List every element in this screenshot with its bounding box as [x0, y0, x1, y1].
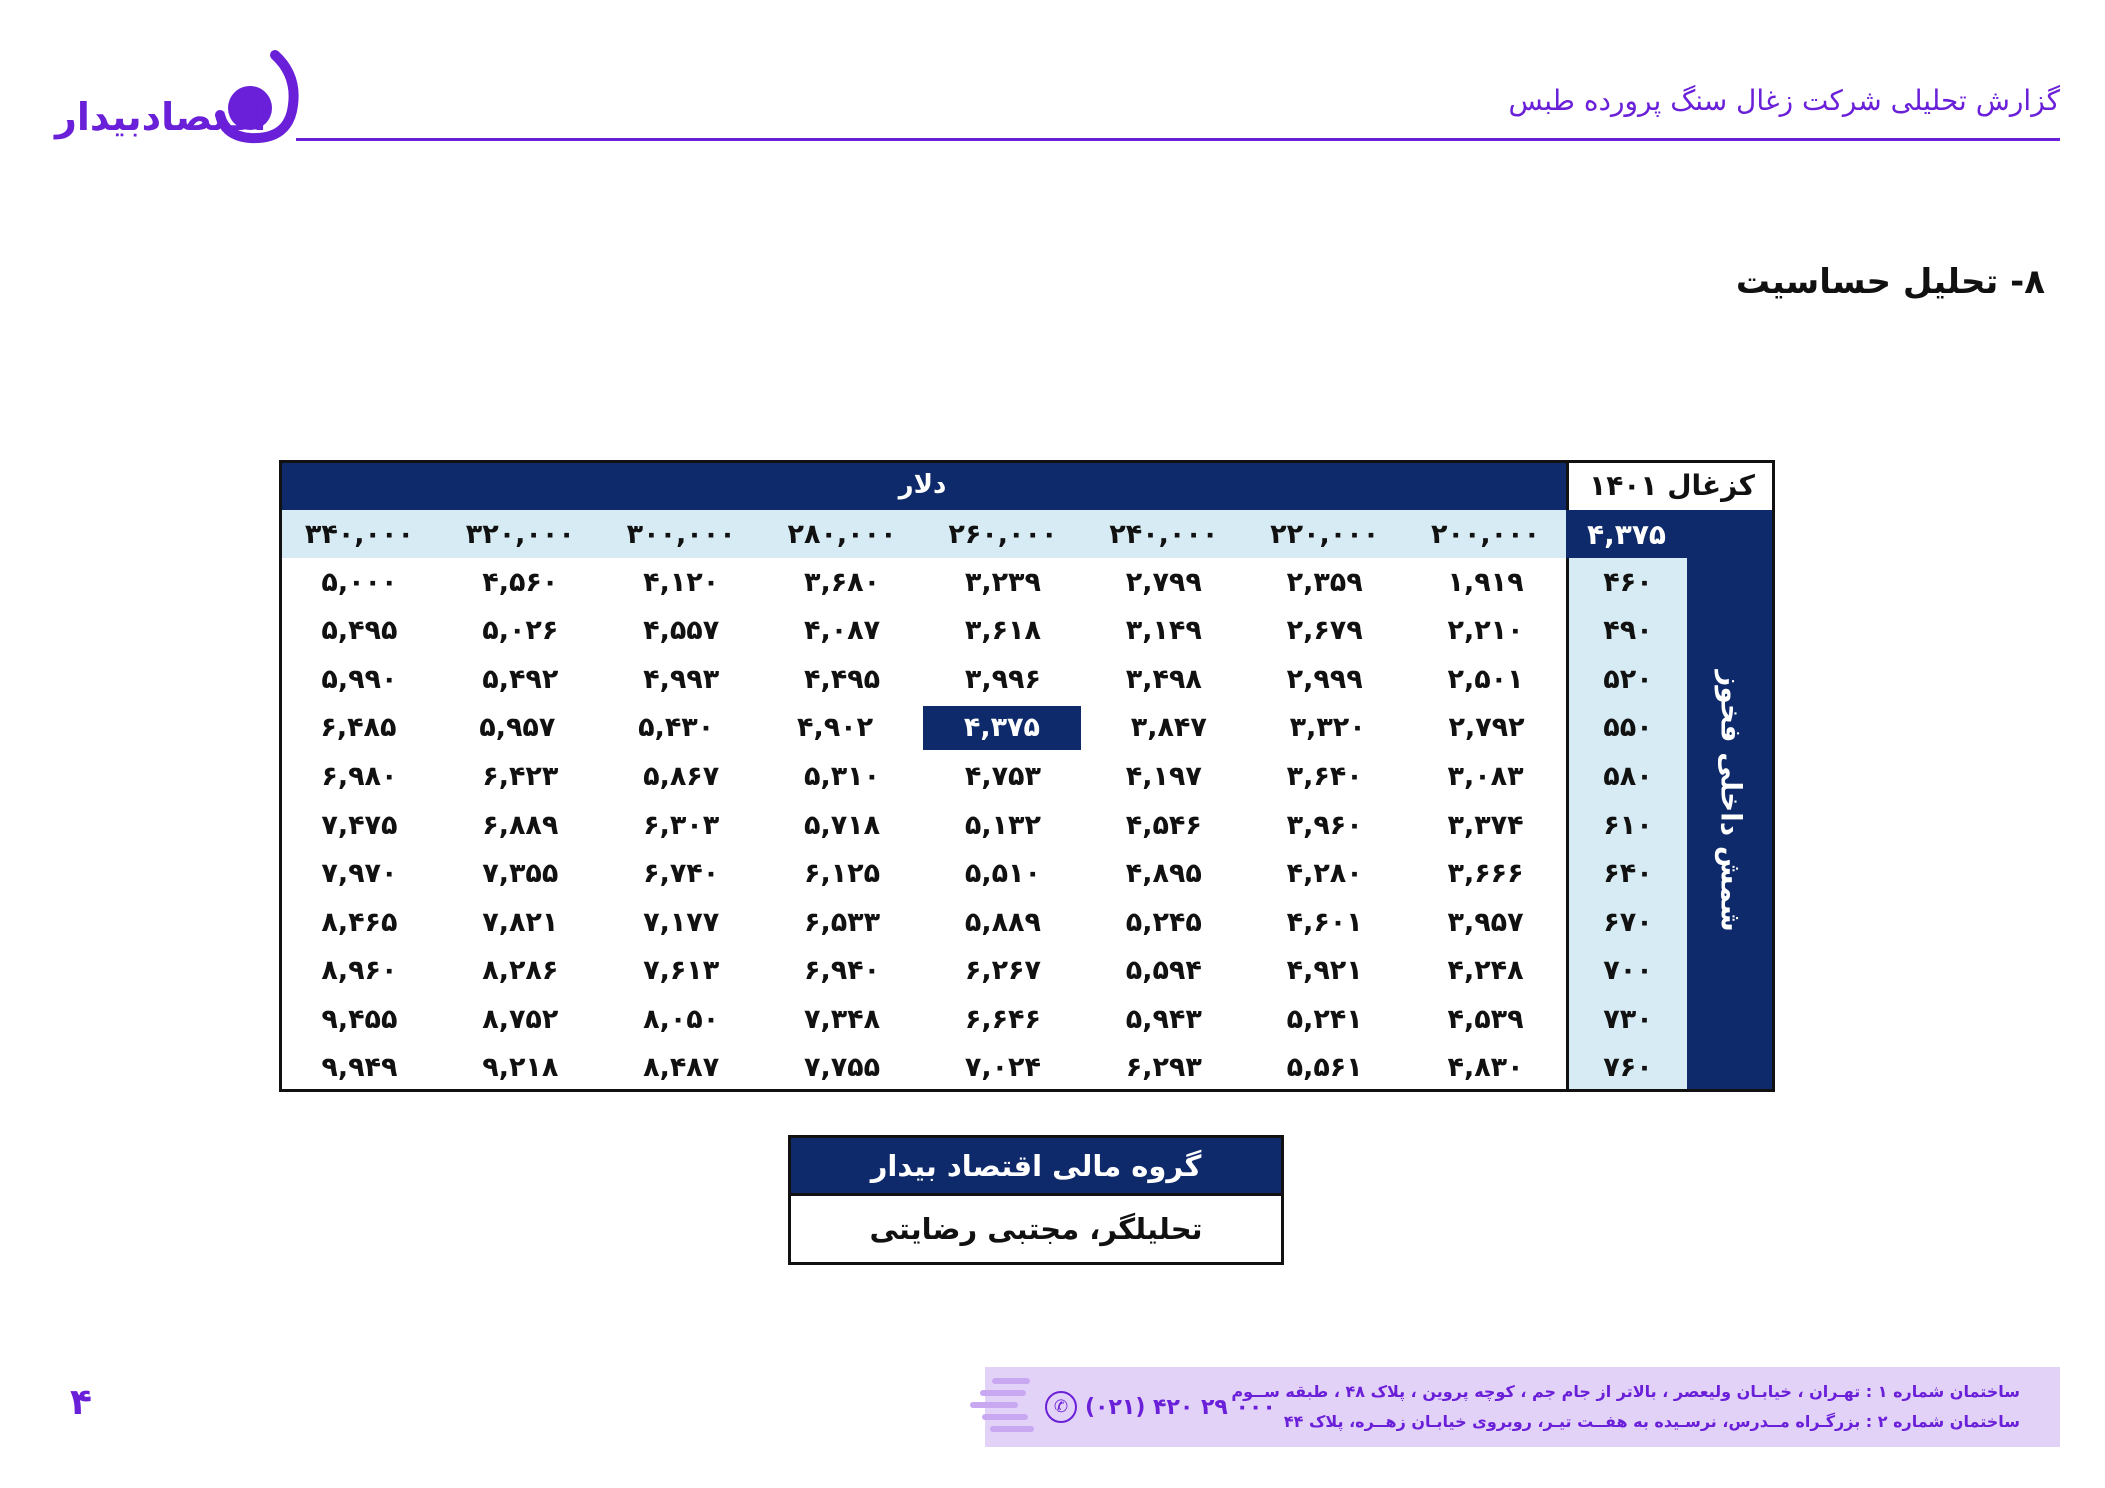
table-row	[279, 655, 1566, 704]
logo-text: اقتصادبیدار	[55, 95, 267, 139]
row-header-2: ۵۲۰	[1603, 663, 1653, 695]
row-headers	[1566, 558, 1687, 1092]
table-cell: ۸,۲۸۶	[482, 955, 559, 987]
table-cell: ۴,۵۶۰	[482, 566, 559, 598]
table-row	[279, 1043, 1566, 1092]
table-cell: ۸,۷۵۲	[482, 1003, 559, 1035]
table-cell: ۴,۸۹۵	[1125, 858, 1202, 890]
base-value: ۴,۳۷۵	[1566, 510, 1687, 558]
table-cell: ۷,۰۲۴	[964, 1052, 1042, 1084]
table-cell: ۴,۵۴۶	[1125, 809, 1202, 841]
coal-header: کزغال ۱۴۰۱	[1566, 460, 1775, 510]
dollar-price-6: ۳۲۰,۰۰۰	[465, 518, 575, 550]
base-case-cell: ۴,۳۷۵	[923, 706, 1082, 751]
table-cell: ۵,۳۱۰	[803, 760, 881, 792]
table-cell: ۳,۸۴۷	[1130, 712, 1207, 744]
table-cell: ۶,۹۴۰	[803, 955, 881, 987]
table-cell: ۶,۹۸۰	[321, 760, 398, 792]
table-cell: ۵,۹۹۰	[321, 663, 398, 695]
address-2: ساختمان شماره ۲ : بزرگـراه مــدرس، نرسـیده به هفــت تیـر، روبروی خیابـان زهــره، پلاک ۴۴	[1283, 1412, 2020, 1431]
table-cell: ۳,۶۱۸	[964, 615, 1042, 647]
table-cell: ۵,۴۹۵	[321, 615, 398, 647]
company-logo	[55, 50, 303, 145]
footer-addresses	[1231, 1377, 2020, 1437]
table-cell: ۵,۴۳۰	[638, 712, 715, 744]
table-cell: ۵,۵۱۰	[964, 858, 1042, 890]
table-cell: ۳,۱۴۹	[1125, 615, 1202, 647]
row-header-3: ۵۵۰	[1603, 712, 1653, 744]
dollar-price-0: ۲۰۰,۰۰۰	[1430, 518, 1541, 550]
table-cell: ۶,۲۹۳	[1125, 1052, 1202, 1084]
table-cell: ۵,۲۴۱	[1286, 1003, 1363, 1035]
table-cell: ۶,۸۸۹	[482, 809, 559, 841]
table-cell: ۵,۹۵۷	[479, 712, 556, 744]
row-header-5: ۶۱۰	[1603, 809, 1653, 841]
dollar-price-3: ۲۶۰,۰۰۰	[948, 518, 1058, 550]
table-cell: ۶,۴۲۳	[482, 760, 559, 792]
table-cell: ۴,۹۰۲	[796, 712, 874, 744]
table-cell: ۶,۵۳۳	[803, 906, 881, 938]
table-cell: ۴,۵۵۷	[643, 615, 720, 647]
table-cell: ۹,۹۴۹	[321, 1052, 398, 1084]
speed-lines-icon	[965, 1373, 1035, 1443]
table-row	[279, 752, 1566, 801]
table-cell: ۸,۰۵۰	[643, 1003, 720, 1035]
report-title: گزارش تحلیلی شرکت زغال سنگ پرورده طبس	[1508, 84, 2060, 117]
table-cell: ۴,۷۵۳	[964, 760, 1042, 792]
header-divider	[296, 138, 2060, 141]
credit-box	[788, 1135, 1284, 1265]
table-cell: ۷,۹۷۰	[321, 858, 398, 890]
table-cell: ۳,۶۴۰	[1286, 760, 1363, 792]
table-cell: ۲,۷۹۲	[1448, 712, 1525, 744]
table-cell: ۲,۹۹۹	[1286, 663, 1363, 695]
table-row	[279, 849, 1566, 898]
table-cell: ۷,۴۷۵	[321, 809, 398, 841]
table-cell: ۶,۲۶۷	[964, 955, 1042, 987]
table-cell: ۵,۴۹۲	[482, 663, 559, 695]
dollar-prices-row	[279, 510, 1566, 558]
table-cell: ۴,۰۸۷	[803, 615, 881, 647]
table-row	[279, 801, 1566, 850]
table-cell: ۴,۱۹۷	[1125, 760, 1202, 792]
table-cell: ۵,۲۴۵	[1125, 906, 1202, 938]
row-header-0: ۴۶۰	[1603, 566, 1653, 598]
table-cell: ۶,۶۴۶	[964, 1003, 1042, 1035]
phone-icon: ✆	[1045, 1391, 1077, 1423]
footer-bar	[985, 1367, 2060, 1447]
row-header-10: ۷۶۰	[1603, 1052, 1653, 1084]
table-cell: ۳,۶۶۶	[1447, 858, 1524, 890]
credit-group: گروه مالی اقتصاد بیدار	[791, 1138, 1281, 1196]
dollar-price-1: ۲۲۰,۰۰۰	[1270, 518, 1380, 550]
dollar-price-7: ۳۴۰,۰۰۰	[304, 518, 414, 550]
dollar-header: دلار	[279, 460, 1566, 510]
table-cell: ۳,۰۸۳	[1447, 760, 1524, 792]
table-cell: ۷,۸۲۱	[482, 906, 559, 938]
dollar-price-4: ۲۸۰,۰۰۰	[787, 518, 897, 550]
side-label: شمش داخلی فخوز	[1714, 670, 1748, 932]
table-cell: ۴,۹۲۱	[1286, 955, 1363, 987]
side-label-cell	[1687, 510, 1775, 1092]
table-cell: ۲,۷۹۹	[1125, 566, 1202, 598]
table-cell: ۳,۹۵۷	[1447, 906, 1524, 938]
table-cell: ۴,۸۳۰	[1447, 1052, 1524, 1084]
table-cell: ۳,۳۲۰	[1289, 712, 1366, 744]
value-grid	[279, 558, 1566, 1092]
table-cell: ۶,۱۲۵	[803, 858, 881, 890]
table-cell: ۴,۶۰۱	[1286, 906, 1363, 938]
table-cell: ۸,۴۶۵	[321, 906, 398, 938]
table-cell: ۱,۹۱۹	[1447, 566, 1524, 598]
table-cell: ۳,۴۹۸	[1125, 663, 1202, 695]
row-header-7: ۶۷۰	[1603, 906, 1653, 938]
table-cell: ۴,۲۸۰	[1286, 858, 1363, 890]
table-cell: ۷,۱۷۷	[643, 906, 720, 938]
table-cell: ۲,۶۷۹	[1286, 615, 1363, 647]
row-header-9: ۷۳۰	[1603, 1003, 1653, 1035]
table-cell: ۴,۵۳۹	[1447, 1003, 1524, 1035]
table-cell: ۵,۵۶۱	[1286, 1052, 1363, 1084]
table-cell: ۵,۵۹۴	[1125, 955, 1202, 987]
table-row	[279, 995, 1566, 1044]
table-cell: ۹,۴۵۵	[321, 1003, 398, 1035]
table-cell: ۳,۹۶۰	[1286, 809, 1363, 841]
table-row	[279, 898, 1566, 947]
dollar-price-5: ۳۰۰,۰۰۰	[626, 518, 736, 550]
address-1: ساختمان شماره ۱ : تهـران ، خیابـان ولیعصر ، بالاتر از جام جم ، کوچه پروین ، پلاک ۴۸ ، طبقه ســوم	[1231, 1382, 2020, 1401]
table-cell: ۵,۰۲۶	[482, 615, 559, 647]
table-cell: ۷,۷۵۵	[803, 1052, 881, 1084]
table-cell: ۲,۳۵۹	[1286, 566, 1363, 598]
table-row	[279, 558, 1566, 607]
sensitivity-table	[279, 460, 1775, 1092]
table-cell: ۳,۲۳۹	[964, 566, 1042, 598]
table-cell: ۸,۴۸۷	[643, 1052, 720, 1084]
table-cell: ۲,۲۱۰	[1447, 615, 1524, 647]
table-cell: ۶,۷۴۰	[643, 858, 720, 890]
row-header-6: ۶۴۰	[1603, 858, 1653, 890]
table-cell: ۳,۹۹۶	[964, 663, 1042, 695]
table-row	[279, 704, 1566, 753]
table-cell: ۳,۳۷۴	[1447, 809, 1524, 841]
section-heading: ۸- تحلیل حساسیت	[1735, 262, 2045, 302]
table-cell: ۶,۳۰۳	[643, 809, 720, 841]
table-cell: ۸,۹۶۰	[321, 955, 398, 987]
table-cell: ۷,۳۴۸	[803, 1003, 881, 1035]
credit-analyst: تحلیلگر، مجتبی رضایتی	[869, 1212, 1203, 1246]
row-header-4: ۵۸۰	[1603, 760, 1653, 792]
table-cell: ۷,۳۵۵	[482, 858, 559, 890]
table-cell: ۵,۸۸۹	[964, 906, 1042, 938]
table-cell: ۵,۹۴۳	[1125, 1003, 1202, 1035]
row-header-8: ۷۰۰	[1603, 955, 1653, 987]
table-cell: ۴,۹۹۳	[643, 663, 720, 695]
table-cell: ۴,۴۹۵	[803, 663, 881, 695]
page-number: ۴	[70, 1382, 92, 1423]
table-cell: ۷,۶۱۳	[643, 955, 720, 987]
table-cell: ۲,۵۰۱	[1447, 663, 1524, 695]
table-cell: ۵,۰۰۰	[321, 566, 398, 598]
table-cell: ۵,۱۳۲	[964, 809, 1042, 841]
table-cell: ۴,۲۴۸	[1447, 955, 1524, 987]
table-cell: ۹,۲۱۸	[482, 1052, 559, 1084]
table-row	[279, 607, 1566, 656]
table-cell: ۳,۶۸۰	[803, 566, 881, 598]
table-cell: ۵,۷۱۸	[803, 809, 881, 841]
phone-number: (۰۲۱) ۴۲۰ ۲۹ ۰۰۰	[1085, 1394, 1276, 1420]
table-cell: ۴,۱۲۰	[643, 566, 720, 598]
dollar-price-2: ۲۴۰,۰۰۰	[1109, 518, 1219, 550]
table-row	[279, 946, 1566, 995]
table-cell: ۶,۴۸۵	[320, 712, 397, 744]
row-header-1: ۴۹۰	[1603, 615, 1653, 647]
table-cell: ۵,۸۶۷	[643, 760, 720, 792]
